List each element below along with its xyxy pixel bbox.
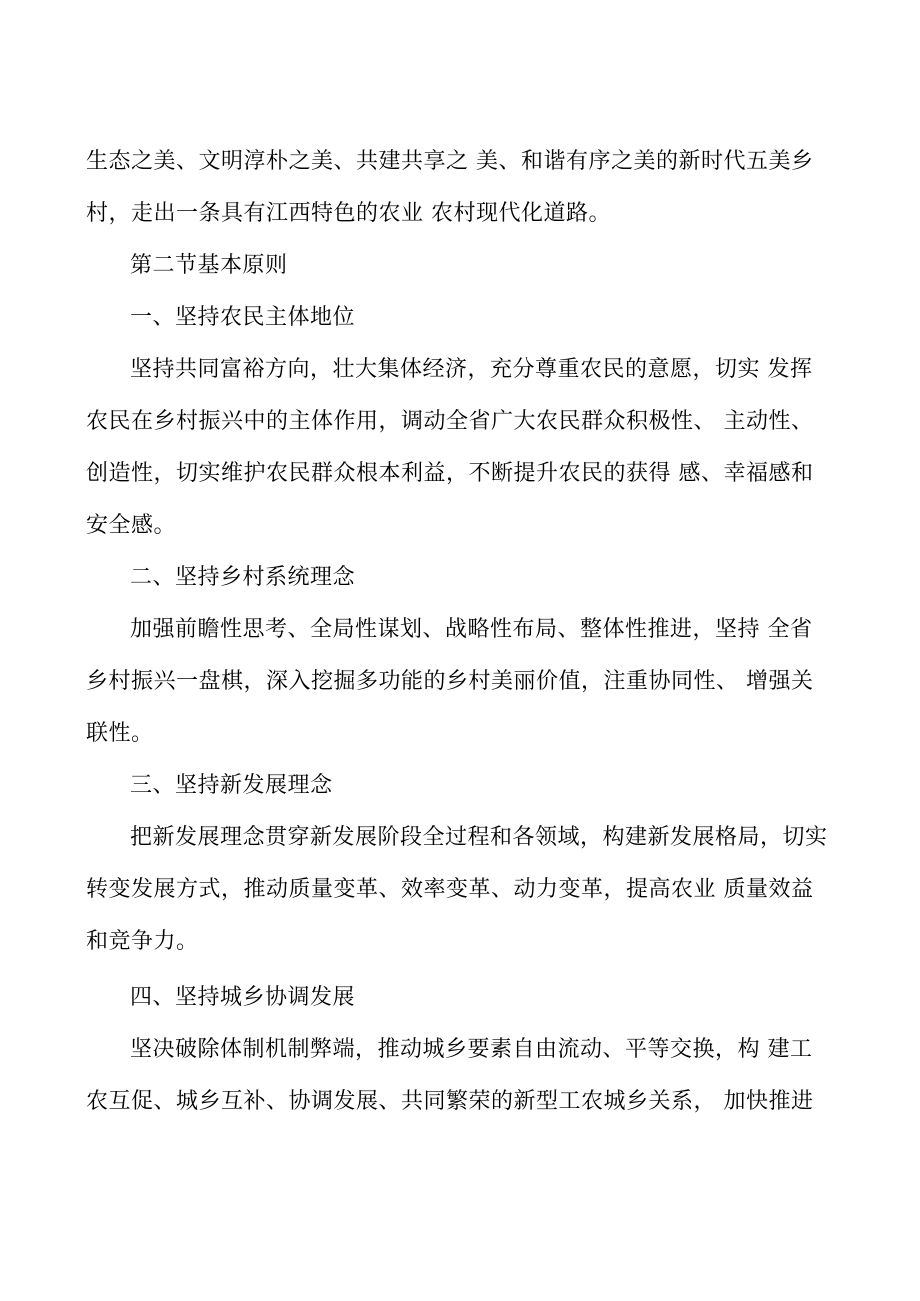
text-line: 和竞争力。 xyxy=(86,929,199,954)
text-line: 转变发展方式，推动质量变革、效率变革、动力变革，提高农业 质量效益 xyxy=(86,877,814,902)
principle-heading: 四、坚持城乡协调发展 xyxy=(130,985,356,1010)
text-line: 联性。 xyxy=(86,721,154,746)
text-line: 坚持共同富裕方向，壮大集体经济，充分尊重农民的意愿，切实 发挥 xyxy=(130,357,813,382)
principle-heading: 二、坚持乡村系统理念 xyxy=(130,565,356,590)
text-line: 乡村振兴一盘棋，深入挖掘多功能的乡村美丽价值，注重协同性、 增强关 xyxy=(86,669,814,694)
section-heading: 第二节基本原则 xyxy=(130,253,288,278)
text-line: 农民在乡村振兴中的主体作用，调动全省广大农民群众积极性、 主动性、 xyxy=(86,409,814,434)
principle-heading: 一、坚持农民主体地位 xyxy=(130,305,356,330)
principle-heading: 三、坚持新发展理念 xyxy=(130,773,333,798)
text-line: 坚决破除体制机制弊端，推动城乡要素自由流动、平等交换，构 建工 xyxy=(130,1037,813,1062)
text-line: 把新发展理念贯穿新发展阶段全过程和各领域，构建新发展格局，切实 xyxy=(130,825,828,850)
text-line: 农互促、城乡互补、协调发展、共同繁荣的新型工农城乡关系， 加快推进 xyxy=(86,1089,814,1114)
text-line: 安全感。 xyxy=(86,513,177,538)
text-line: 创造性，切实维护农民群众根本利益，不断提升农民的获得 感、幸福感和 xyxy=(86,461,814,486)
text-line: 加强前瞻性思考、全局性谋划、战略性布局、整体性推进，坚持 全省 xyxy=(130,617,813,642)
text-line: 村，走出一条具有江西特色的农业 农村现代化道路。 xyxy=(86,201,611,226)
text-line: 生态之美、文明淳朴之美、共建共享之 美、和谐有序之美的新时代五美乡 xyxy=(86,149,814,174)
